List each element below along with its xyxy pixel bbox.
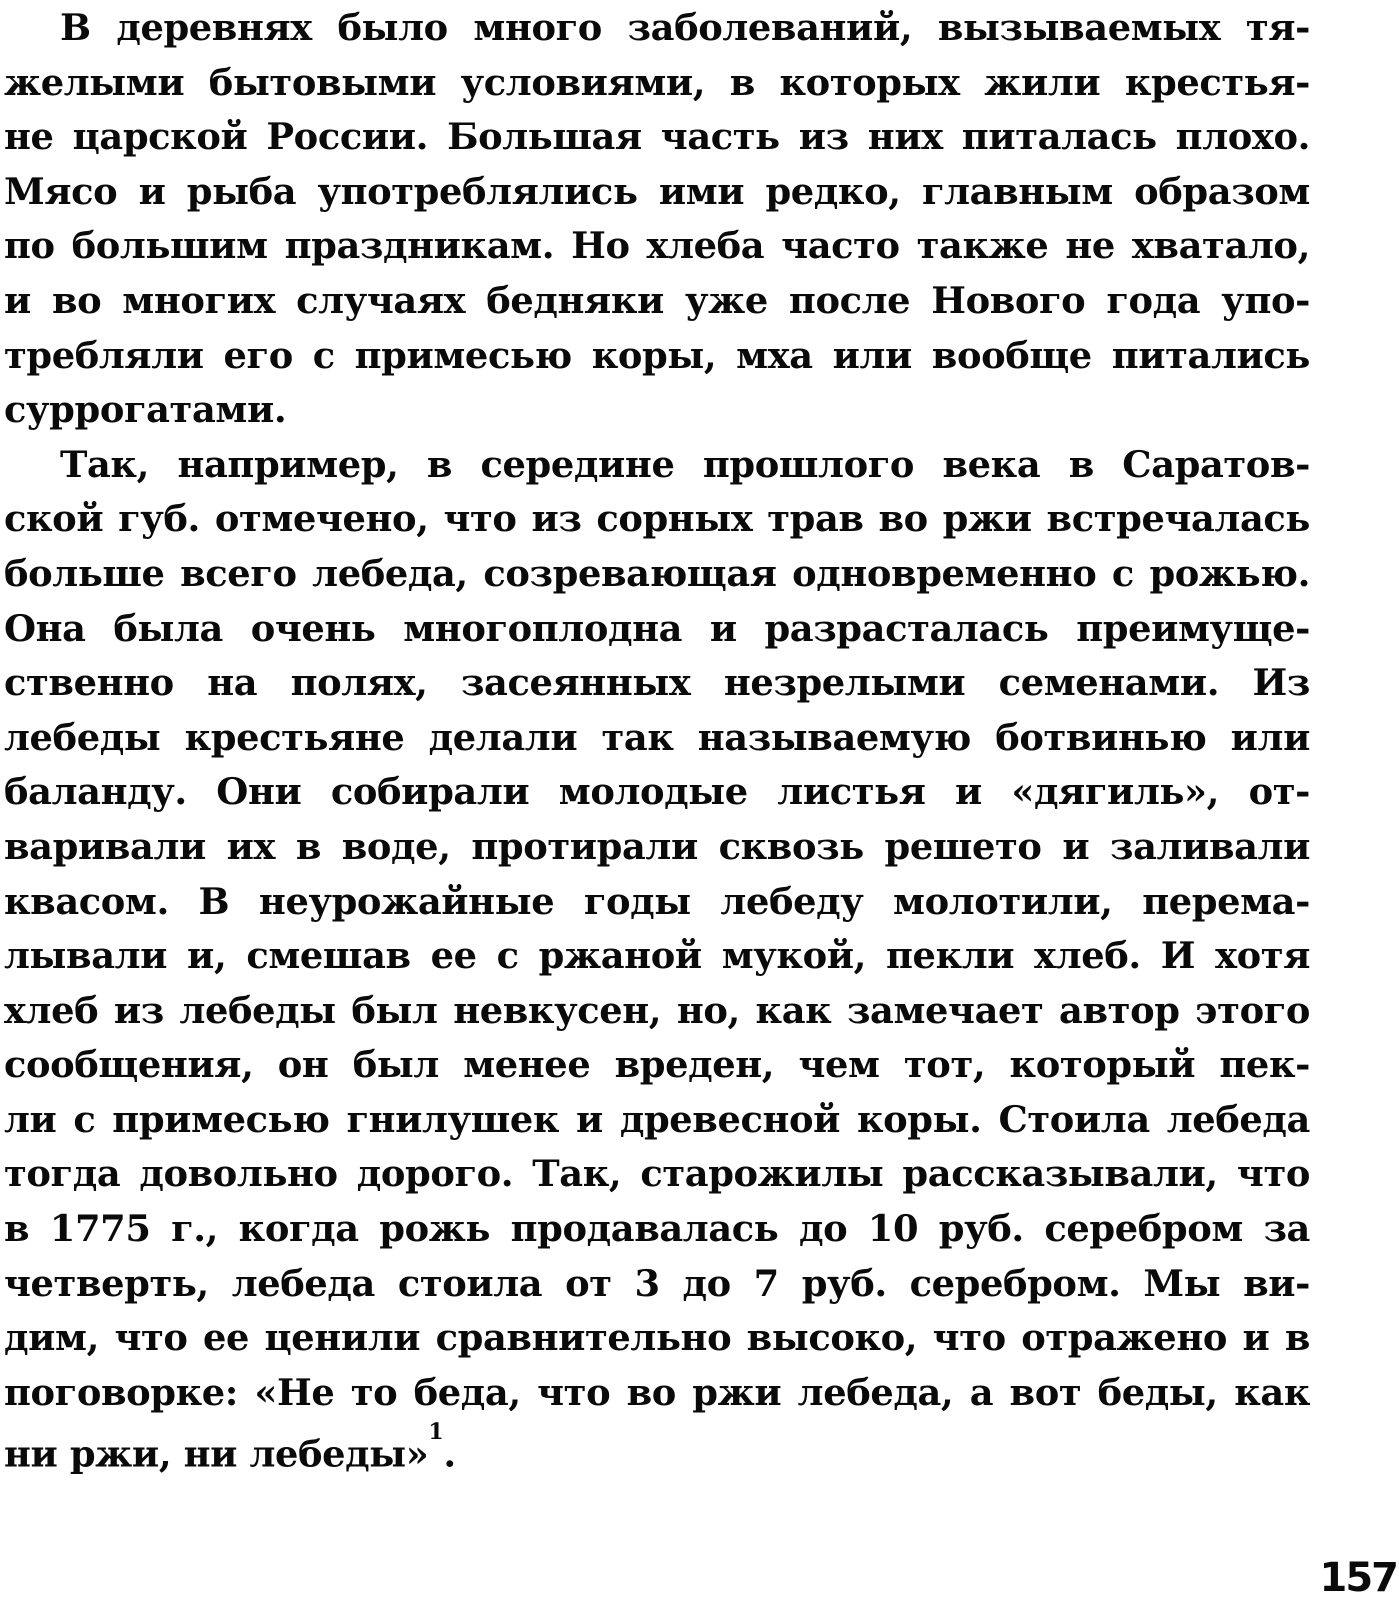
- text-line: сообщения, он был менее вреден, чем тот, который пек-: [4, 1042, 1310, 1087]
- text-line: Так, например, в середине прошлого века в Саратов-: [60, 441, 1310, 486]
- text-line: суррогатами.: [4, 387, 287, 432]
- text-line: баланду. Они собирали молодые листья и «дягиль», от-: [4, 769, 1310, 814]
- text-line: по большим праздникам. Но хлеба часто также не хватало,: [4, 223, 1310, 268]
- text-line: ской губ. отмечено, что из сорных трав во ржи встречалась: [4, 496, 1310, 541]
- text-line: хлеб из лебеды был невкусен, но, как замечает автор этого: [4, 987, 1310, 1032]
- text-line: дим, что ее ценили сравнительно высоко, что отражено и в: [4, 1315, 1310, 1360]
- text-line: Мясо и рыба употреблялись ими редко, главным образом: [4, 168, 1310, 213]
- text-line: лывали и, смешав ее с ржаной мукой, пекли хлеб. И хотя: [4, 933, 1310, 978]
- text-line: желыми бытовыми условиями, в которых жили крестья-: [4, 59, 1310, 104]
- paragraph-2: [4, 437, 1310, 1474]
- text-line: В деревнях было много заболеваний, вызываемых тя-: [60, 5, 1310, 49]
- text-line: ственно на полях, засеянных незрелыми семенами. Из: [4, 660, 1310, 705]
- text-line: в 1775 г., когда рожь продавалась до 10 руб. серебром за: [4, 1206, 1310, 1251]
- text-line: квасом. В неурожайные годы лебеду молотили, перема-: [4, 878, 1310, 923]
- text-line: Она была очень многоплодна и разрасталась преимуще-: [4, 605, 1310, 650]
- text-line-final: [4, 1419, 1310, 1474]
- text-line: варивали их в воде, протирали сквозь решето и заливали: [4, 823, 1310, 868]
- text-line: поговорке: «Не то беда, что во ржи лебеда, а вот беды, как: [4, 1369, 1310, 1414]
- final-line-text: ни ржи, ни лебеды»: [4, 1431, 429, 1476]
- paragraph-1: [4, 0, 1310, 437]
- text-line: лебеды крестьяне делали так называемую ботвинью или: [4, 714, 1310, 759]
- text-line: требляли его с примесью коры, мха или вообще питались: [4, 332, 1310, 377]
- text-block: [4, 0, 1310, 1474]
- final-punctuation: .: [443, 1431, 456, 1476]
- text-line: не царской России. Большая часть из них питалась плохо.: [4, 114, 1310, 159]
- footnote-marker[interactable]: 1: [428, 1419, 444, 1446]
- text-line: и во многих случаях бедняки уже после Нового года упо-: [4, 277, 1310, 322]
- text-line: больше всего лебеда, созревающая одновременно с рожью.: [4, 550, 1310, 595]
- text-line: тогда довольно дорого. Так, старожилы рассказывали, что: [4, 1151, 1310, 1196]
- text-line: четверть, лебеда стоила от 3 до 7 руб. серебром. Мы ви-: [4, 1260, 1310, 1305]
- text-line: ли с примесью гнилушек и древесной коры. Стоила лебеда: [4, 1096, 1310, 1141]
- page-number: 157: [1319, 1555, 1397, 1601]
